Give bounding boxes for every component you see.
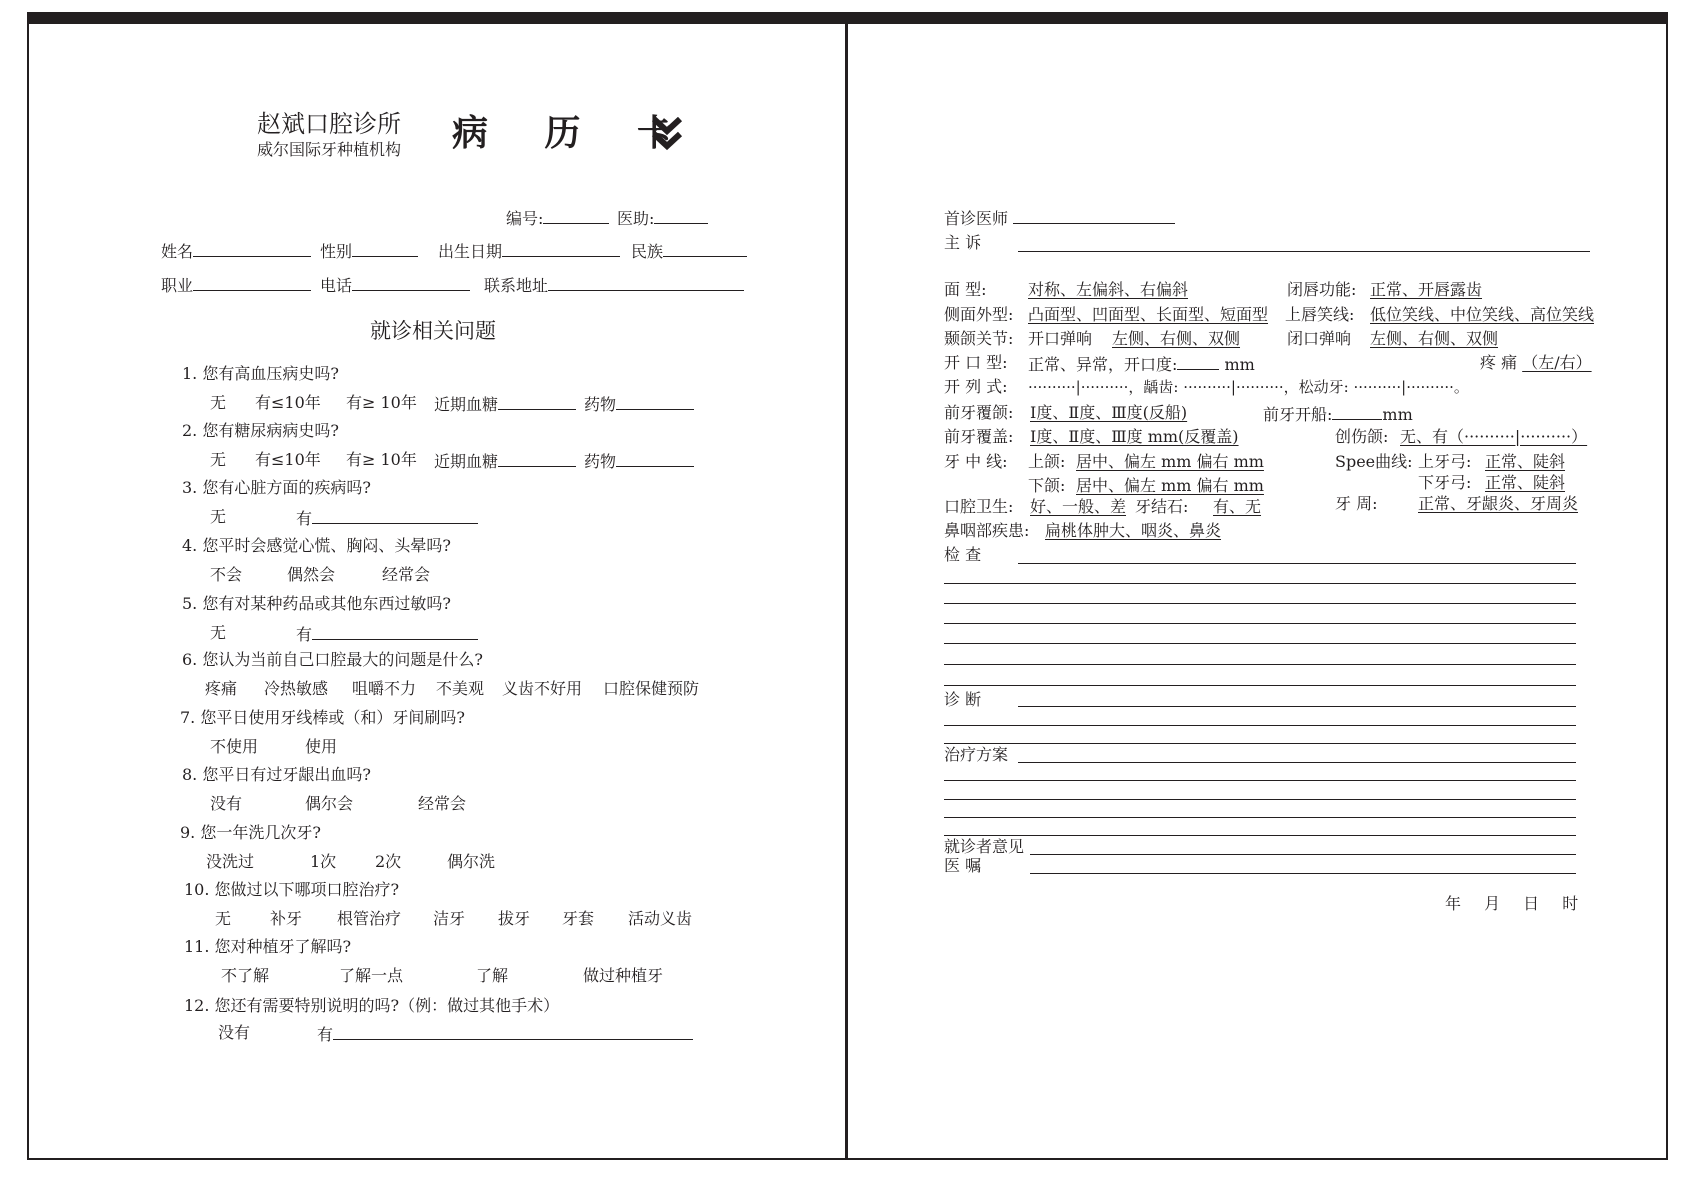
hygiene-label: 口腔卫生:: [944, 497, 1014, 516]
gender-field[interactable]: 性别: [320, 240, 418, 262]
birthdate-field[interactable]: 出生日期: [438, 240, 620, 262]
exam-label: 检 查: [944, 545, 982, 564]
answer-6-5[interactable]: 义齿不好用: [502, 679, 583, 698]
answer-4-3[interactable]: 经常会: [382, 565, 431, 584]
answer-10-7[interactable]: 活动义齿: [628, 909, 693, 928]
right-page: [847, 24, 1668, 1160]
perio-label: 牙 周:: [1335, 494, 1378, 513]
answer-10-6[interactable]: 牙套: [562, 909, 595, 928]
midline-label: 牙 中 线:: [944, 452, 1008, 471]
pain-field[interactable]: 疼 痛 （左/右）: [1480, 353, 1592, 372]
row-text[interactable]: ··········|··········，龋齿: ··········|··········，松动牙: ··········|··········。: [1028, 378, 1469, 396]
double-chevron-down-icon: [652, 117, 682, 151]
clinic-subtitle: 威尔国际牙种植机构: [257, 140, 402, 159]
face-options[interactable]: 对称、左偏斜、右偏斜: [1028, 280, 1189, 299]
tmj-open-label: 开口弹响: [1028, 329, 1093, 348]
answer-1-1[interactable]: 无: [210, 393, 227, 412]
tmj-label: 颞颌关节:: [944, 329, 1014, 348]
question-4: 4. 您平时会感觉心慌、胸闷、头晕吗?: [182, 536, 451, 555]
answer-2-1[interactable]: 无: [210, 450, 227, 469]
exam-line[interactable]: [1018, 563, 1576, 564]
treatment-line[interactable]: [944, 780, 1576, 781]
upper-jaw-label: 上颌:: [1028, 452, 1066, 471]
answer-9-1[interactable]: 没洗过: [206, 852, 255, 871]
answer-6-4[interactable]: 不美观: [436, 679, 485, 698]
answer-2-2[interactable]: 有≤10年: [255, 450, 321, 469]
question-7: 7. 您平日使用牙线棒或（和）牙间刷吗?: [180, 708, 465, 727]
answer-7-1[interactable]: 不使用: [210, 737, 259, 756]
answer-6-1[interactable]: 疼痛: [205, 679, 238, 698]
advice-line[interactable]: [1030, 873, 1576, 874]
treatment-line[interactable]: [1018, 762, 1576, 763]
trauma-options[interactable]: 无、有（··········|··········）: [1400, 427, 1588, 446]
answer-1-4[interactable]: 近期血糖: [434, 393, 576, 415]
overbite-label: 前牙覆颌:: [944, 403, 1014, 422]
complaint-field[interactable]: 主 诉: [944, 233, 982, 252]
face-label: 面 型:: [944, 280, 987, 299]
overbite-options[interactable]: Ⅰ度、Ⅱ度、Ⅲ度(反船): [1030, 403, 1188, 422]
perio-options[interactable]: 正常、牙龈炎、牙周炎: [1418, 494, 1579, 513]
diagnosis-line[interactable]: [1018, 706, 1576, 707]
row-label: 开 列 式:: [944, 377, 1008, 396]
mouth-options[interactable]: 正常、异常，开口度: mm: [1028, 355, 1255, 374]
answer-1-2[interactable]: 有≤10年: [255, 393, 321, 412]
naso-options[interactable]: 扁桃体肿大、咽炎、鼻炎: [1045, 521, 1222, 540]
question-12: 12. 您还有需要特别说明的吗?（例：做过其他手术）: [184, 996, 560, 1015]
answer-11-3[interactable]: 了解: [476, 966, 509, 985]
question-5: 5. 您有对某种药品或其他东西过敏吗?: [182, 594, 451, 613]
smile-label: 上唇笑线:: [1285, 305, 1355, 324]
upper-jaw-options[interactable]: 居中、偏左 mm 偏右 mm: [1076, 452, 1264, 471]
exam-line[interactable]: [944, 685, 1576, 686]
phone-field[interactable]: 电话: [320, 274, 470, 296]
lower-arch-options[interactable]: 正常、陡斜: [1485, 473, 1566, 492]
exam-line[interactable]: [944, 623, 1576, 624]
question-11: 11. 您对种植牙了解吗?: [184, 937, 352, 956]
mouth-label: 开 口 型:: [944, 353, 1008, 372]
answer-4-1[interactable]: 不会: [210, 565, 243, 584]
advice-label: 医 嘱: [944, 856, 982, 875]
spee-label: Spee曲线:: [1335, 452, 1413, 471]
answer-1-3[interactable]: 有≥ 10年: [346, 393, 417, 412]
answer-6-2[interactable]: 冷热敏感: [264, 679, 329, 698]
diagnosis-line[interactable]: [944, 725, 1576, 726]
question-1: 1. 您有高血压病史吗?: [182, 364, 339, 383]
date-field[interactable]: 年 月 日 时: [1445, 894, 1579, 913]
question-2: 2. 您有糖尿病病史吗?: [182, 421, 339, 440]
first-doctor-field[interactable]: 首诊医师: [944, 207, 1175, 229]
answer-10-4[interactable]: 洁牙: [433, 909, 466, 928]
question-6: 6. 您认为当前自己口腔最大的问题是什么?: [182, 650, 483, 669]
clinic-name: 赵斌口腔诊所: [257, 110, 401, 138]
calculus-options[interactable]: 有、无: [1213, 497, 1262, 516]
left-page: [27, 24, 847, 1160]
hygiene-options[interactable]: 好、一般、差: [1030, 497, 1127, 516]
treatment-label: 治疗方案: [944, 745, 1009, 764]
occupation-field[interactable]: 职业: [161, 274, 311, 296]
naso-label: 鼻咽部疾患:: [944, 521, 1030, 540]
question-8: 8. 您平日有过牙龈出血吗?: [182, 765, 371, 784]
lower-jaw-options[interactable]: 居中、偏左 mm 偏右 mm: [1076, 476, 1264, 495]
profile-label: 侧面外型:: [944, 305, 1014, 324]
lower-arch-label: 下牙弓:: [1418, 473, 1472, 492]
answer-7-2[interactable]: 使用: [305, 737, 338, 756]
question-9: 9. 您一年洗几次牙?: [180, 823, 321, 842]
answer-9-3[interactable]: 2次: [375, 852, 402, 871]
overjet-label: 前牙覆盖:: [944, 427, 1014, 446]
smile-options[interactable]: 低位笑线、中位笑线、高位笑线: [1370, 305, 1595, 324]
question-10: 10. 您做过以下哪项口腔治疗?: [184, 880, 400, 899]
number-field[interactable]: 编号:: [506, 207, 609, 229]
answer-12-2[interactable]: 有: [317, 1023, 693, 1045]
answer-5-1[interactable]: 无: [210, 623, 227, 642]
answer-2-4[interactable]: 近期血糖: [434, 450, 576, 472]
answer-10-3[interactable]: 根管治疗: [337, 909, 402, 928]
tmj-close-label: 闭口弹响: [1287, 329, 1352, 348]
answer-12-1[interactable]: 没有: [218, 1023, 251, 1042]
treatment-line[interactable]: [944, 817, 1576, 818]
trauma-label: 创伤颌:: [1335, 427, 1389, 446]
diagnosis-line[interactable]: [944, 743, 1576, 744]
answer-11-4[interactable]: 做过种植牙: [583, 966, 664, 985]
answer-6-6[interactable]: 口腔保健预防: [603, 679, 700, 698]
tmj-close-options[interactable]: 左侧、右侧、双侧: [1370, 329, 1499, 348]
answer-2-3[interactable]: 有≥ 10年: [346, 450, 417, 469]
answer-4-2[interactable]: 偶然会: [287, 565, 336, 584]
treatment-line[interactable]: [944, 799, 1576, 800]
answer-11-2[interactable]: 了解一点: [339, 966, 404, 985]
answer-5-2[interactable]: 有: [296, 623, 478, 645]
opinion-line[interactable]: [1030, 854, 1576, 855]
card-title: 病 历 卡: [452, 113, 696, 154]
lip-close-options[interactable]: 正常、开唇露齿: [1370, 280, 1483, 299]
lip-close-label: 闭唇功能:: [1287, 280, 1357, 299]
answer-10-5[interactable]: 拔牙: [498, 909, 531, 928]
answer-3-2[interactable]: 有: [296, 507, 478, 529]
answer-1-5[interactable]: 药物: [584, 393, 694, 415]
answer-9-2[interactable]: 1次: [310, 852, 337, 871]
complaint-line[interactable]: [1018, 251, 1590, 252]
upper-arch-label: 上牙弓:: [1418, 452, 1472, 471]
overjet-options[interactable]: Ⅰ度、Ⅱ度、Ⅲ度 mm(反覆盖): [1030, 427, 1239, 446]
answer-8-2[interactable]: 偶尔会: [305, 794, 354, 813]
answer-8-3[interactable]: 经常会: [418, 794, 467, 813]
assistant-field[interactable]: 医助:: [617, 207, 708, 229]
calculus-label: 牙结石:: [1135, 497, 1189, 516]
answer-10-1[interactable]: 无: [215, 909, 232, 928]
upper-arch-options[interactable]: 正常、陡斜: [1485, 452, 1566, 471]
answer-3-1[interactable]: 无: [210, 507, 227, 526]
opinion-label: 就诊者意见: [944, 837, 1025, 856]
top-bar: [27, 12, 1668, 24]
exam-line[interactable]: [944, 603, 1576, 604]
question-3: 3. 您有心脏方面的疾病吗?: [182, 478, 371, 497]
answer-2-5[interactable]: 药物: [584, 450, 694, 472]
openbite-field[interactable]: 前牙开船: mm: [1263, 405, 1413, 424]
exam-line[interactable]: [944, 583, 1576, 584]
answer-10-2[interactable]: 补牙: [270, 909, 303, 928]
answer-9-4[interactable]: 偶尔洗: [447, 852, 496, 871]
answer-6-3[interactable]: 咀嚼不力: [352, 679, 417, 698]
answer-8-1[interactable]: 没有: [210, 794, 243, 813]
answer-11-1[interactable]: 不了解: [221, 966, 270, 985]
diagnosis-label: 诊 断: [944, 690, 982, 709]
tmj-open-options[interactable]: 左侧、右侧、双侧: [1112, 329, 1241, 348]
lower-jaw-label: 下颌:: [1028, 476, 1066, 495]
name-field[interactable]: 姓名: [161, 240, 311, 262]
ethnicity-field[interactable]: 民族: [631, 240, 747, 262]
profile-options[interactable]: 凸面型、凹面型、长面型、短面型: [1028, 305, 1269, 324]
treatment-line[interactable]: [944, 835, 1576, 836]
exam-line[interactable]: [944, 664, 1576, 665]
exam-line[interactable]: [944, 643, 1576, 644]
address-field[interactable]: 联系地址: [484, 274, 744, 296]
questions-title: 就诊相关问题: [370, 319, 496, 343]
